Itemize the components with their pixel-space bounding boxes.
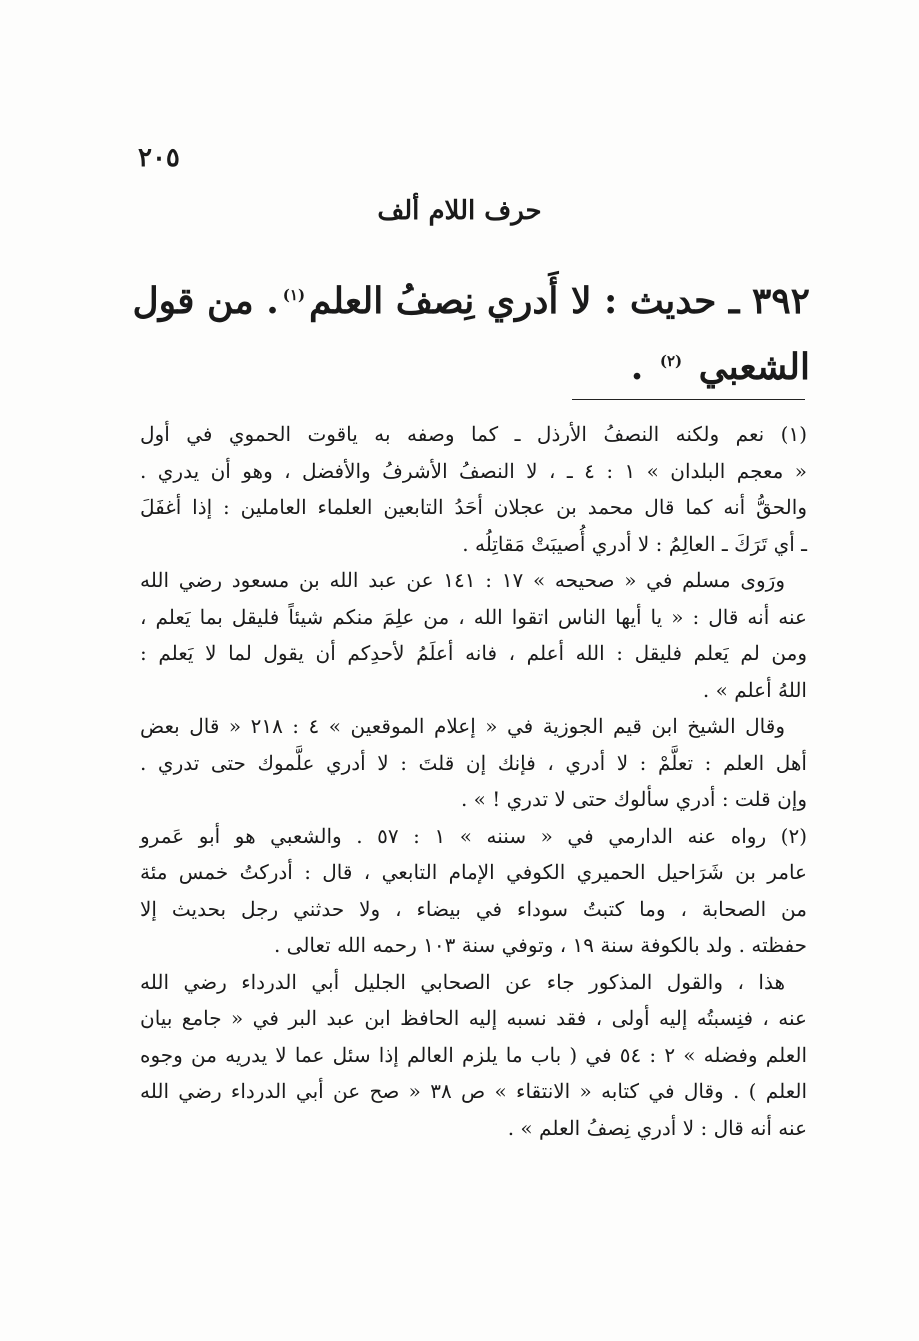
footnote-line: ورَوى مسلم في « صحيحه » ١٧ : ١٤١ عن عبد الله بن مسعود رضي الله <box>140 568 785 592</box>
hadith-heading-attribution: الشعبي <box>698 346 810 388</box>
footnote-line: اللهُ أعلم » . <box>702 677 807 702</box>
hadith-heading <box>130 268 810 400</box>
footnote-line: العلم وفضله » ٢ : ٥٤ في ( باب ما يلزم العالم إذا سئل عما لا يدريه من وجوه <box>140 1042 807 1067</box>
footnote-paragraph <box>140 708 807 818</box>
section-title: حرف اللام ألف <box>377 196 542 226</box>
footnote-line: هذا ، والقول المذكور جاء عن الصحابي الجليل أبي الدرداء رضي الله <box>140 969 785 994</box>
hadith-heading-tail: . من قول <box>132 280 279 322</box>
hadith-heading-line-2 <box>130 334 810 400</box>
footnote-line: العلم ) . وقال في كتابه « الانتقاء » ص ٣٨ « صح عن أبي الدرداء رضي الله <box>140 1079 808 1103</box>
footnote-paragraph <box>140 818 807 964</box>
footnote-line: عنه ، فنِسبتُه إليه أولى ، فقد نسبه إليه الحافظ ابن عبد البر في « جامع بيان <box>140 1006 807 1030</box>
footnote-line: عامر بن شَرَاحيل الحميري الكوفي الإمام التابعي ، قال : أدركتُ خمس مئة <box>140 860 807 884</box>
footnote-line: عنه أنه قال : لا أدري نِصفُ العلم » . <box>507 1115 807 1140</box>
footnote-ref-2[interactable]: (٢) <box>659 352 683 370</box>
footnote-paragraph <box>140 562 807 708</box>
footnote-line: ـ أي تَرَكَ ـ العالِمُ : لا أدري أُصيبَتْ مَقاتِلُه . <box>462 531 807 556</box>
footnotes <box>140 416 807 1146</box>
footnote-line: (٢) رواه عنه الدارمي في « سننه » ١ : ٥٧ . والشعبي هو أبو عَمرو <box>140 823 808 848</box>
footnote-line: أهل العلم : تعلَّمْ : لا أدري ، فإنك إن قلتَ : لا أدري علَّموك حتى تدري . <box>140 750 807 775</box>
hadith-heading-end: . <box>630 346 644 388</box>
footnote-line: حفظته . ولد بالكوفة سنة ١٩ ، وتوفي سنة ١٠٣ رحمه الله تعالى . <box>273 933 807 957</box>
footnote-paragraph <box>140 964 807 1147</box>
footnote-line: « معجم البلدان » ١ : ٤ ـ ، لا النصفُ الأشرفُ والأفضل ، وهو أن يدري . <box>140 458 807 483</box>
hadith-heading-line-1 <box>130 268 810 334</box>
footnote-line: من الصحابة ، وما كتبتُ سوداء في بيضاء ، ولا حدثني رجل بحديث إلا <box>140 896 807 921</box>
footnote-line: ومن لم يَعلم فليقل : الله أعلم ، فانه أعلَمُ لأحدِكم أن يقول لما لا يَعلم : <box>140 641 807 665</box>
footnote-ref-1[interactable]: (١) <box>282 286 306 304</box>
footnote-line: وإن قلت : أدري سألوك حتى لا تدري ! » . <box>460 787 807 811</box>
footnote-separator <box>572 399 805 400</box>
footnote-line: والحقُّ أنه كما قال محمد بن عجلان أحَدُ التابعين العلماء العاملين : إذا أغفَلَ <box>140 495 807 519</box>
hadith-heading-text: ٣٩٢ ـ حديث : لا أَدري نِصفُ العلم <box>309 280 810 322</box>
footnote-line: (١) نعم ولكنه النصفُ الأرذل ـ كما وصفه به ياقوت الحموي في أول <box>140 422 807 446</box>
footnote-line: وقال الشيخ ابن قيم الجوزية في « إعلام الموقعين » ٤ : ٢١٨ « قال بعض <box>140 714 785 738</box>
page-number: ٢٠٥ <box>138 143 180 173</box>
footnote-paragraph <box>140 416 807 562</box>
footnote-line: عنه أنه قال : « يا أيها الناس اتقوا الله ، من علِمَ منكم شيئاً فليقل بما يَعلم ، <box>140 604 807 629</box>
